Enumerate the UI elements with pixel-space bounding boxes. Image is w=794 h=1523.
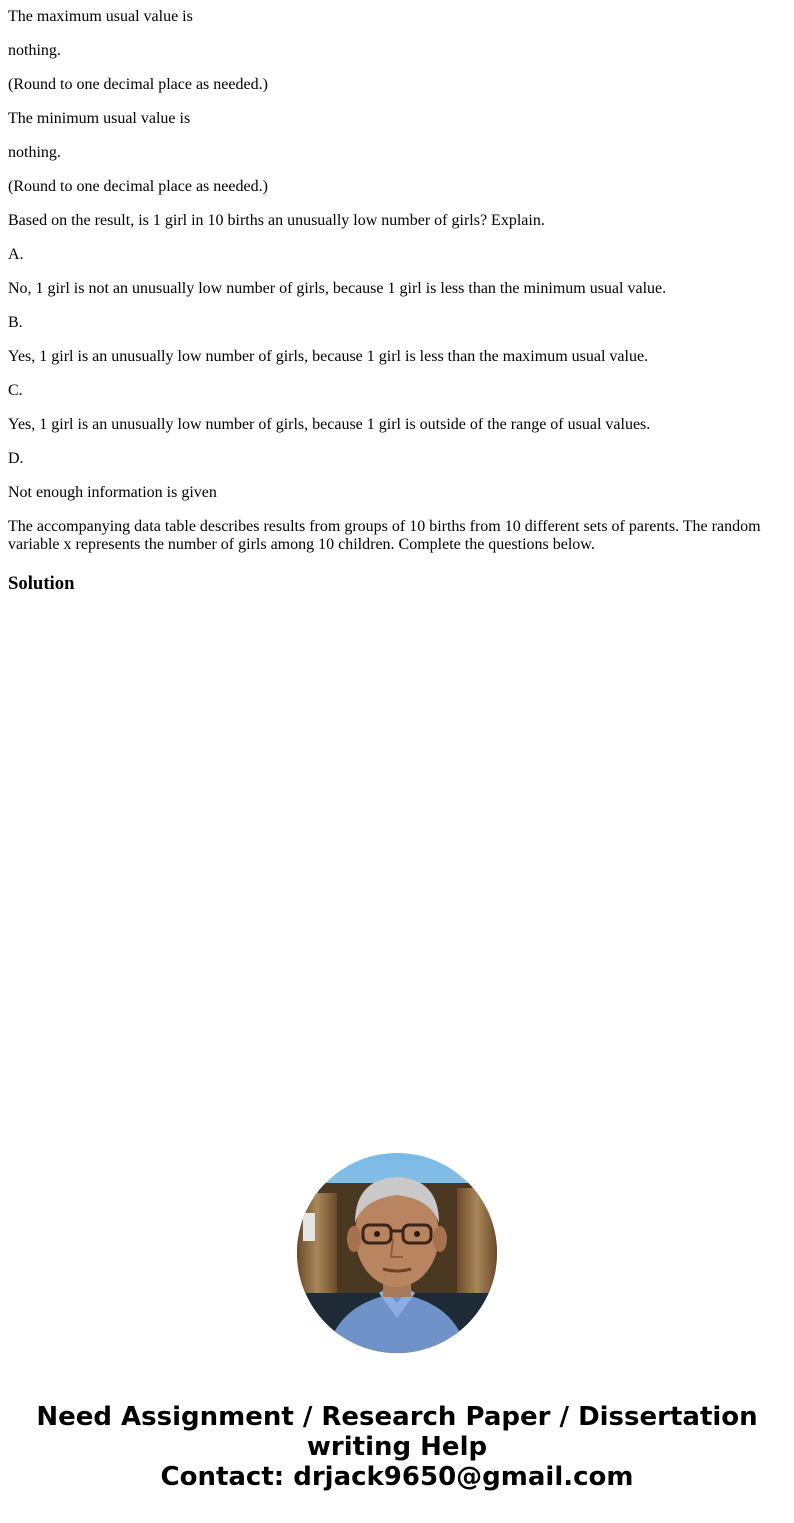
option-d-text: Not enough information is given xyxy=(8,484,217,501)
max-usual-answer: nothing. xyxy=(8,42,61,59)
min-usual-answer: nothing. xyxy=(8,144,61,161)
max-round-note: (Round to one decimal place as needed.) xyxy=(8,76,268,93)
question-text: Based on the result, is 1 girl in 10 births an unusually low number of girls? Explain. xyxy=(8,212,545,229)
min-round-note: (Round to one decimal place as needed.) xyxy=(8,178,268,195)
solution-heading: Solution xyxy=(8,573,75,594)
banner-line-2: writing Help xyxy=(306,1432,488,1462)
banner-line-1: Need Assignment / Research Paper / Dissertation xyxy=(36,1402,758,1432)
contact-email: Contact: drjack9650@gmail.com xyxy=(160,1462,634,1492)
option-b-text: Yes, 1 girl is an unusually low number of girls, because 1 girl is less than the maximum usual value. xyxy=(8,348,649,365)
option-c-letter: C. xyxy=(8,382,23,399)
author-photo xyxy=(297,1153,497,1353)
option-b-letter: B. xyxy=(8,314,23,331)
min-usual-label: The minimum usual value is xyxy=(8,110,191,127)
data-table-description: The accompanying data table describes results from groups of 10 births from 10 different sets of parents. The random variable x represents the number of girls among 10 children. Complete the questions below. xyxy=(8,518,761,553)
max-usual-label: The maximum usual value is xyxy=(8,8,193,25)
option-a-text: No, 1 girl is not an unusually low number of girls, because 1 girl is less than the minimum usual value. xyxy=(8,280,667,297)
option-a-letter: A. xyxy=(8,246,24,263)
option-d-letter: D. xyxy=(8,450,24,467)
option-c-text: Yes, 1 girl is an unusually low number of girls, because 1 girl is outside of the range of usual values. xyxy=(8,416,651,433)
contact-banner xyxy=(0,1402,794,1492)
